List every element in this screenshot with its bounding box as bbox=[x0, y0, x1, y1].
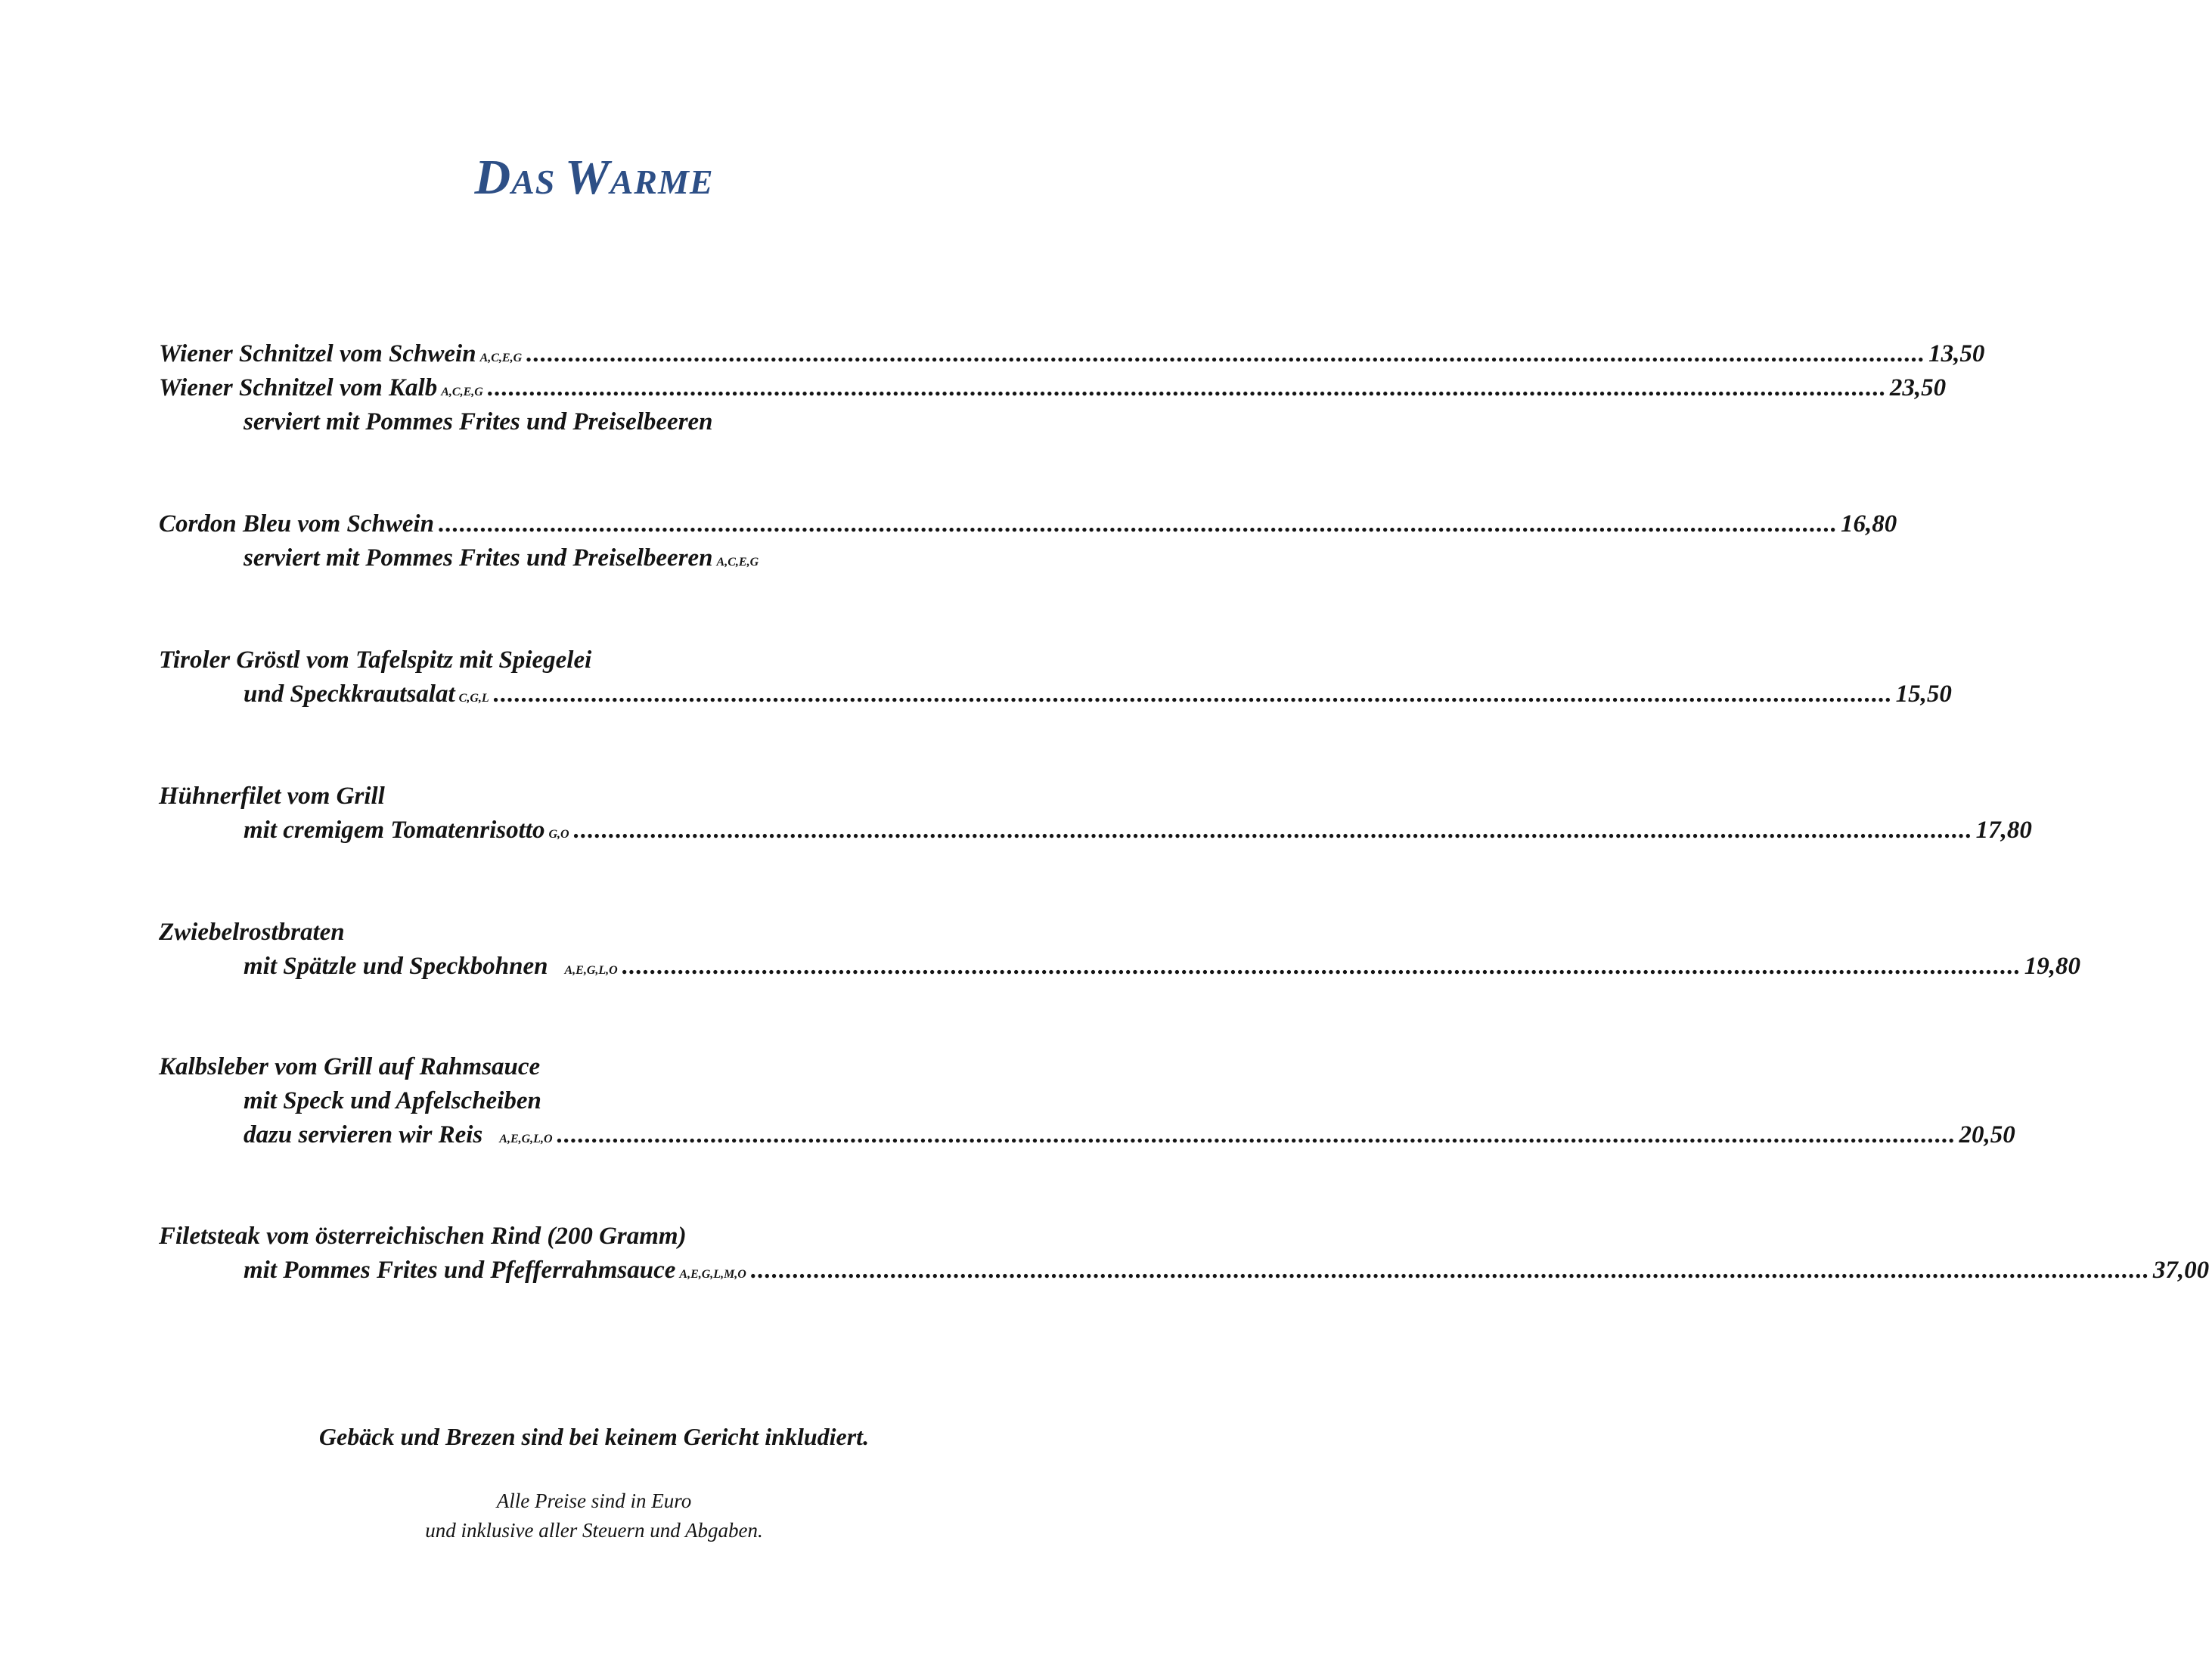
menu-item-side-huehnerfilet bbox=[244, 813, 2032, 848]
item-side-text: mit Spätzle und Speckbohnen bbox=[244, 953, 548, 980]
allergen-codes: G,O bbox=[548, 828, 569, 841]
page-title bbox=[0, 151, 1188, 209]
menu-item-side-kalbsleber-2 bbox=[244, 1117, 2015, 1152]
item-price: 16,80 bbox=[1840, 510, 1897, 538]
item-name: Kalbsleber vom Grill auf Rahmsauce bbox=[159, 1053, 541, 1080]
dot-leader: ........................................................................................................................................................................................................ bbox=[526, 340, 1926, 367]
dot-leader: ........................................................................................................................................................................................................ bbox=[557, 1121, 1956, 1148]
item-name: Filetsteak vom österreichischen Rind (200 Gramm) bbox=[159, 1223, 687, 1250]
item-price: 37,00 bbox=[2152, 1257, 2209, 1284]
item-name: Wiener Schnitzel vom Schwein bbox=[159, 340, 476, 367]
item-name: Wiener Schnitzel vom Kalb bbox=[159, 374, 438, 401]
allergen-codes: A,C,E,G bbox=[441, 386, 483, 398]
title-initial-w: W bbox=[564, 150, 610, 205]
item-side-text: mit cremigem Tomatenrisotto bbox=[244, 817, 545, 844]
item-side-text: mit Pommes Frites und Pfefferrahmsauce bbox=[244, 1257, 676, 1284]
title-rest-arme: ARME bbox=[610, 163, 714, 201]
allergen-codes: A,E,G,L,O bbox=[564, 964, 618, 977]
item-price: 15,50 bbox=[1895, 680, 1952, 708]
item-side-text: und Speckkrautsalat bbox=[244, 680, 455, 708]
menu-item-huehnerfilet bbox=[159, 779, 991, 814]
item-name: Zwiebelrostbraten bbox=[159, 919, 345, 946]
menu-item-side-zwiebelrostbraten bbox=[244, 949, 2080, 984]
dot-leader: ........................................................................................................................................................................................................ bbox=[493, 680, 1893, 708]
item-side-text: mit Speck und Apfelscheiben bbox=[244, 1087, 541, 1114]
allergen-codes: A,E,G,L,M,O bbox=[679, 1268, 746, 1281]
menu-item-side-kalbsleber-1 bbox=[244, 1083, 991, 1118]
item-price: 17,80 bbox=[1975, 817, 2032, 844]
dot-leader: ........................................................................................................................................................................................................ bbox=[438, 510, 1838, 538]
allergen-codes: C,G,L bbox=[458, 692, 489, 705]
menu-item-wiener-schnitzel-kalb bbox=[159, 370, 1947, 405]
menu-item-side-groestl bbox=[244, 677, 1952, 711]
title-rest-as: AS bbox=[511, 163, 565, 201]
footer-note: Gebäck und Brezen sind bei keinem Gericht inkludiert. bbox=[318, 1423, 870, 1450]
dot-leader: ........................................................................................................................................................................................................ bbox=[573, 817, 1973, 844]
item-name: Tiroler Gröstl vom Tafelspitz mit Spiegelei bbox=[159, 646, 592, 674]
item-side-text: serviert mit Pommes Frites und Preiselbeeren bbox=[244, 408, 713, 435]
menu-item-kalbsleber bbox=[159, 1049, 991, 1084]
menu-item-wiener-schnitzel-schwein bbox=[159, 336, 1985, 371]
dot-leader: ........................................................................................................................................................................................................ bbox=[487, 374, 1887, 401]
item-side-text: serviert mit Pommes Frites und Preiselbeeren bbox=[244, 544, 713, 572]
item-price: 23,50 bbox=[1889, 374, 1947, 401]
menu-item-cordon-bleu bbox=[159, 507, 1897, 541]
dot-leader: ........................................................................................................................................................................................................ bbox=[622, 953, 2021, 980]
item-price: 13,50 bbox=[1928, 340, 1985, 367]
item-price: 19,80 bbox=[2024, 953, 2080, 980]
allergen-codes: A,E,G,L,O bbox=[499, 1133, 553, 1145]
menu-item-filetsteak bbox=[159, 1219, 991, 1254]
footer-price-info-2: und inklusive aller Steuern und Abgaben. bbox=[425, 1519, 763, 1542]
item-side-text: dazu servieren wir Reis bbox=[244, 1121, 483, 1148]
menu-item-zwiebelrostbraten bbox=[159, 915, 991, 950]
dot-leader: ........................................................................................................................................................................................................ bbox=[750, 1257, 2150, 1284]
menu-item-tiroler-groestl bbox=[159, 643, 991, 677]
allergen-codes: A,C,E,G bbox=[716, 556, 759, 569]
title-initial-d: D bbox=[474, 150, 512, 205]
allergen-codes: A,C,E,G bbox=[479, 352, 523, 364]
item-name: Cordon Bleu vom Schwein bbox=[159, 510, 434, 538]
footer-price-info-1: Alle Preise sind in Euro bbox=[496, 1489, 692, 1512]
menu-item-side-schnitzel bbox=[244, 405, 991, 439]
menu-item-side-cordon-bleu bbox=[244, 541, 991, 575]
item-price: 20,50 bbox=[1959, 1121, 2015, 1148]
item-name: Hühnerfilet vom Grill bbox=[159, 783, 385, 810]
menu-item-side-filetsteak bbox=[244, 1253, 2209, 1288]
